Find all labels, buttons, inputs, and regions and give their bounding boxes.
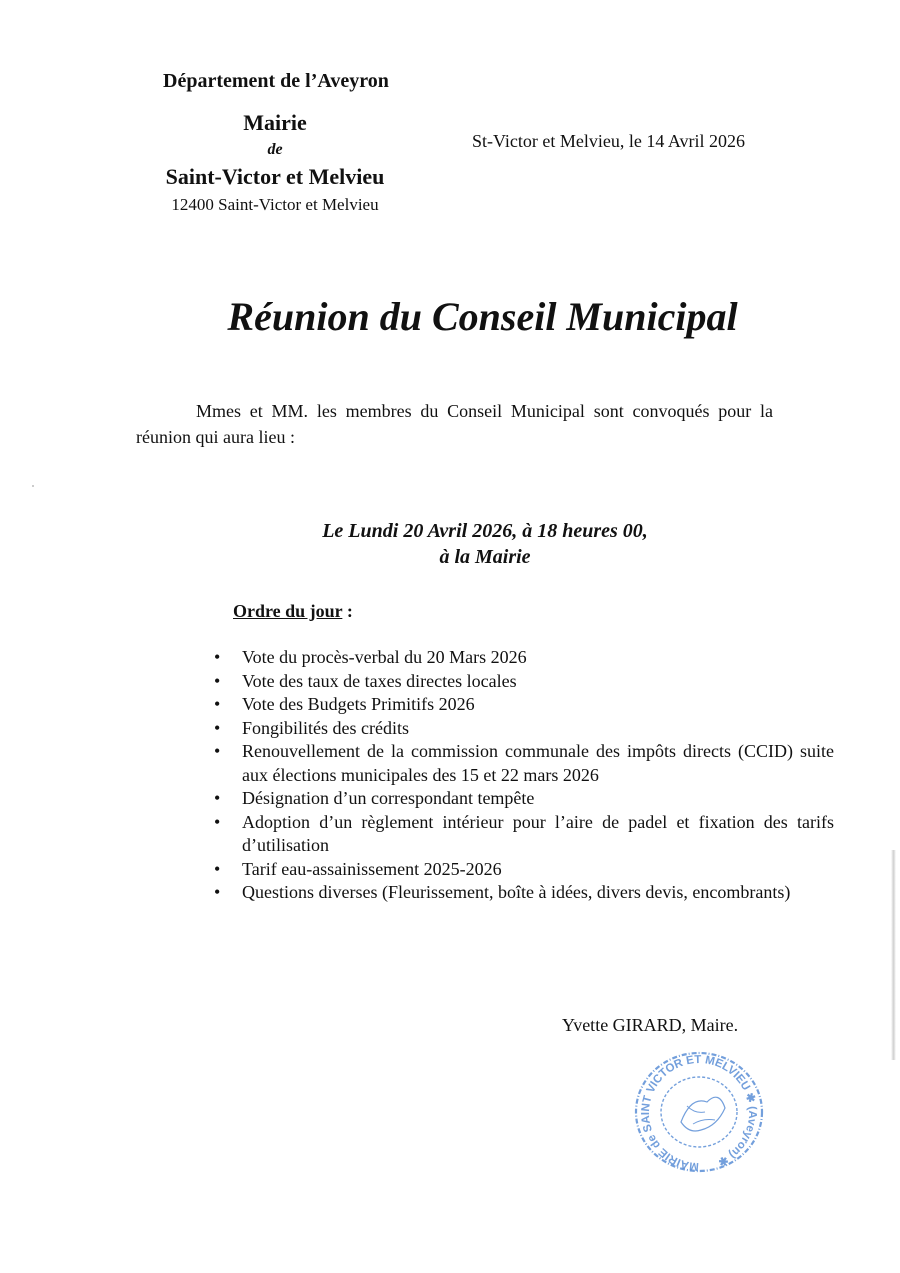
mayor-signature: Yvette GIRARD, Maire. <box>562 1015 739 1035</box>
seal-text-arc <box>640 1054 758 1172</box>
agenda-item-text: Désignation d’un correspondant tempête <box>242 788 535 808</box>
meeting-info <box>280 518 690 570</box>
agenda-item-text: Fongibilités des crédits <box>242 717 409 738</box>
agenda-item-text: Renouvellement de la commission communale des impôts directs (CCID) suite aux élections municipales des 15 et 22 mars 2026 <box>242 741 834 785</box>
agenda-item <box>214 693 834 717</box>
agenda-heading-colon: : <box>342 601 353 621</box>
agenda-item <box>214 646 834 670</box>
seal-text-path: MAIRIE de SAINT VICTOR ET MELVIEU ✱ (Aveyron) ✱ <box>639 1053 759 1173</box>
bullet-icon: • <box>214 647 221 667</box>
document-title: Réunion du Conseil Municipal <box>227 294 738 339</box>
agenda-item <box>214 670 834 694</box>
bullet-icon: • <box>214 741 221 761</box>
mairie-de: de <box>267 141 283 158</box>
date-place: St-Victor et Melvieu, le 14 Avril 2026 <box>472 131 746 151</box>
mairie-block <box>150 112 400 213</box>
meeting-date-time: Le Lundi 20 Avril 2026, à 18 heures 00, <box>322 520 648 542</box>
department-heading: Département de l’Aveyron <box>163 70 389 92</box>
agenda-item-text: Vote du procès-verbal du 20 Mars 2026 <box>242 647 527 667</box>
agenda-item-text: Tarif eau-assainissement 2025-2026 <box>242 858 502 879</box>
bullet-icon: • <box>214 670 221 691</box>
agenda-item-text: Vote des taux de taxes directes locales <box>242 670 517 691</box>
agenda-list <box>214 646 834 905</box>
agenda-item <box>214 881 834 905</box>
bullet-icon: • <box>214 788 221 808</box>
bullet-icon: • <box>214 811 221 832</box>
bullet-icon: • <box>214 858 221 879</box>
mairie-title: Mairie <box>243 110 307 135</box>
agenda-item <box>214 740 834 787</box>
agenda-heading <box>233 601 353 622</box>
intro-paragraph: Mmes et MM. les membres du Conseil Municipal sont convoqués pour la réunion qui aura lieu : <box>136 401 773 447</box>
bullet-icon: • <box>214 694 221 714</box>
bullet-icon: • <box>214 717 221 738</box>
agenda-heading-label: Ordre du jour <box>233 601 343 621</box>
agenda-item <box>214 717 834 741</box>
bullet-icon: • <box>214 882 221 902</box>
commune-address: 12400 Saint-Victor et Melvieu <box>171 195 379 214</box>
agenda-item-text: Adoption d’un règlement intérieur pour l’aire de padel et fixation des tarifs d’utilisation <box>242 811 834 855</box>
agenda-item-text: Vote des Budgets Primitifs 2026 <box>242 694 475 714</box>
agenda-item-text: Questions diverses (Fleurissement, boîte à idées, divers devis, encombrants) <box>242 882 791 902</box>
scan-speck <box>32 485 34 487</box>
commune-name: Saint-Victor et Melvieu <box>165 164 385 189</box>
agenda-item <box>214 787 834 811</box>
mairie-seal-stamp <box>633 1050 765 1174</box>
agenda-item <box>214 811 834 858</box>
scan-edge-shadow <box>891 850 896 1060</box>
meeting-location: à la Mairie <box>439 546 531 568</box>
agenda-item <box>214 858 834 882</box>
